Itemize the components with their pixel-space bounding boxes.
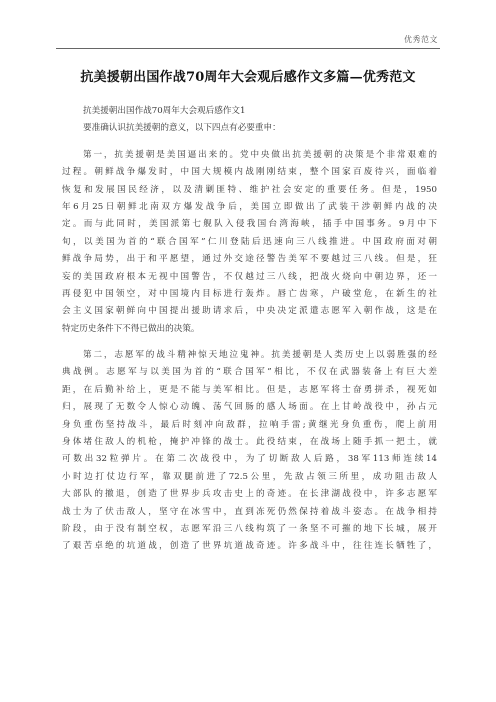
document-body xyxy=(62,103,437,556)
header-tag: 优秀范文 xyxy=(404,35,438,44)
paragraph2-line: 可数出32粒弹片。在第二次战役中，为了切断敌人后路，38军113师连续14 xyxy=(62,454,437,465)
header-divider xyxy=(56,48,440,49)
paragraph1-line: 第一，抗美援朝是美国逼出来的。党中央做出抗美援朝的决策是个非常艰难的 xyxy=(83,149,437,160)
paragraph1-line: 恢复和发展国民经济，以及清剿匪特、维护社会安定的重要任务。但是，1950 xyxy=(62,184,437,195)
paragraph2-line: 小时边打仗边行军，靠双腿前进了72.5公里，先敌占领三所里，成功阻击敌人 xyxy=(62,471,437,482)
paragraph1-line: 会主义国家朝鲜向中国提出援助请求后，中央决定派遣志愿军入朝作战，这是在 xyxy=(62,306,437,317)
paragraph2-line: 归，展现了无数令人惊心动魄、荡气回肠的感人场面。在上甘岭战役中，孙占元 xyxy=(62,402,437,413)
paragraph2-line: 了艰苦卓绝的坑道战，创造了世界坑道战奇迹。许多战斗中，往往连长牺牲了， xyxy=(62,541,437,552)
paragraph1-line: 旬，以美国为首的“联合国军”仁川登陆后迅速向三八线推进。中国政府面对朝 xyxy=(62,236,437,247)
paragraph2-line: 大部队的撤退，创造了世界步兵攻击史上的奇迹。在长津湖战役中，许多志愿军 xyxy=(62,489,437,500)
paragraph1-line: 年6月25日朝鲜北南双方爆发战争后，美国立即做出了武装干涉朝鲜内战的决 xyxy=(62,201,437,212)
paragraph2-line: 身体堵住敌人的机枪，掩护冲锋的战士。此役结束，在战场上随手抓一把土，就 xyxy=(62,437,437,448)
paragraph1-line: 鲜战争局势，出于和平愿望，通过外交途径警告美军不要越过三八线。但是，狂 xyxy=(62,254,437,265)
paragraph2-line: 距，在后勤补给上，更是不能与美军相比。但是，志愿军将士奋勇拼杀，视死如 xyxy=(62,384,437,395)
intro-line: 抗美援朝出国作战70周年大会观后感作文1 xyxy=(83,106,246,116)
paragraph2-line: 第二，志愿军的战斗精神惊天地泣鬼神。抗美援朝是人类历史上以弱胜强的经 xyxy=(83,350,437,361)
paragraph2-line: 身负重伤坚持战斗，最后时刻冲向敌群，拉响手雷;黄继光身负重伤，爬上前用 xyxy=(62,419,437,430)
paragraph2-line: 典战例。志愿军与以美国为首的“联合国军”相比，不仅在武器装备上有巨大差 xyxy=(62,367,437,378)
paragraph1-line: 特定历史条件下不得已做出的决策。 xyxy=(62,323,200,334)
paragraph1-line: 再侵犯中国领空，对中国境内目标进行轰炸。唇亡齿寒，户破堂危，在新生的社 xyxy=(62,288,437,299)
paragraph1-line: 过程。朝鲜战争爆发时，中国大规模内战刚刚结束，整个国家百废待兴，面临着 xyxy=(62,167,437,178)
document-title: 抗美援朝出国作战70周年大会观后感作文多篇—优秀范文 xyxy=(80,70,416,85)
intro-line: 要准确认识抗美援朝的意义，以下四点有必要重申： xyxy=(83,123,281,134)
paragraph1-line: 定。而与此同时，美国派第七舰队入侵我国台湾海峡，插手中国事务。9月中下 xyxy=(62,219,437,230)
paragraph1-line: 妄的美国政府根本无视中国警告，不仅越过三八线，把战火烧向中朝边界，还一 xyxy=(62,271,437,282)
paragraph2-line: 战士为了伏击敌人，坚守在冰雪中，直到冻死仍然保持着战斗姿态。在战争相持 xyxy=(62,506,437,517)
paragraph2-line: 阶段，由于没有制空权，志愿军沿三八线构筑了一条坚不可摧的地下长城，展开 xyxy=(62,523,437,534)
